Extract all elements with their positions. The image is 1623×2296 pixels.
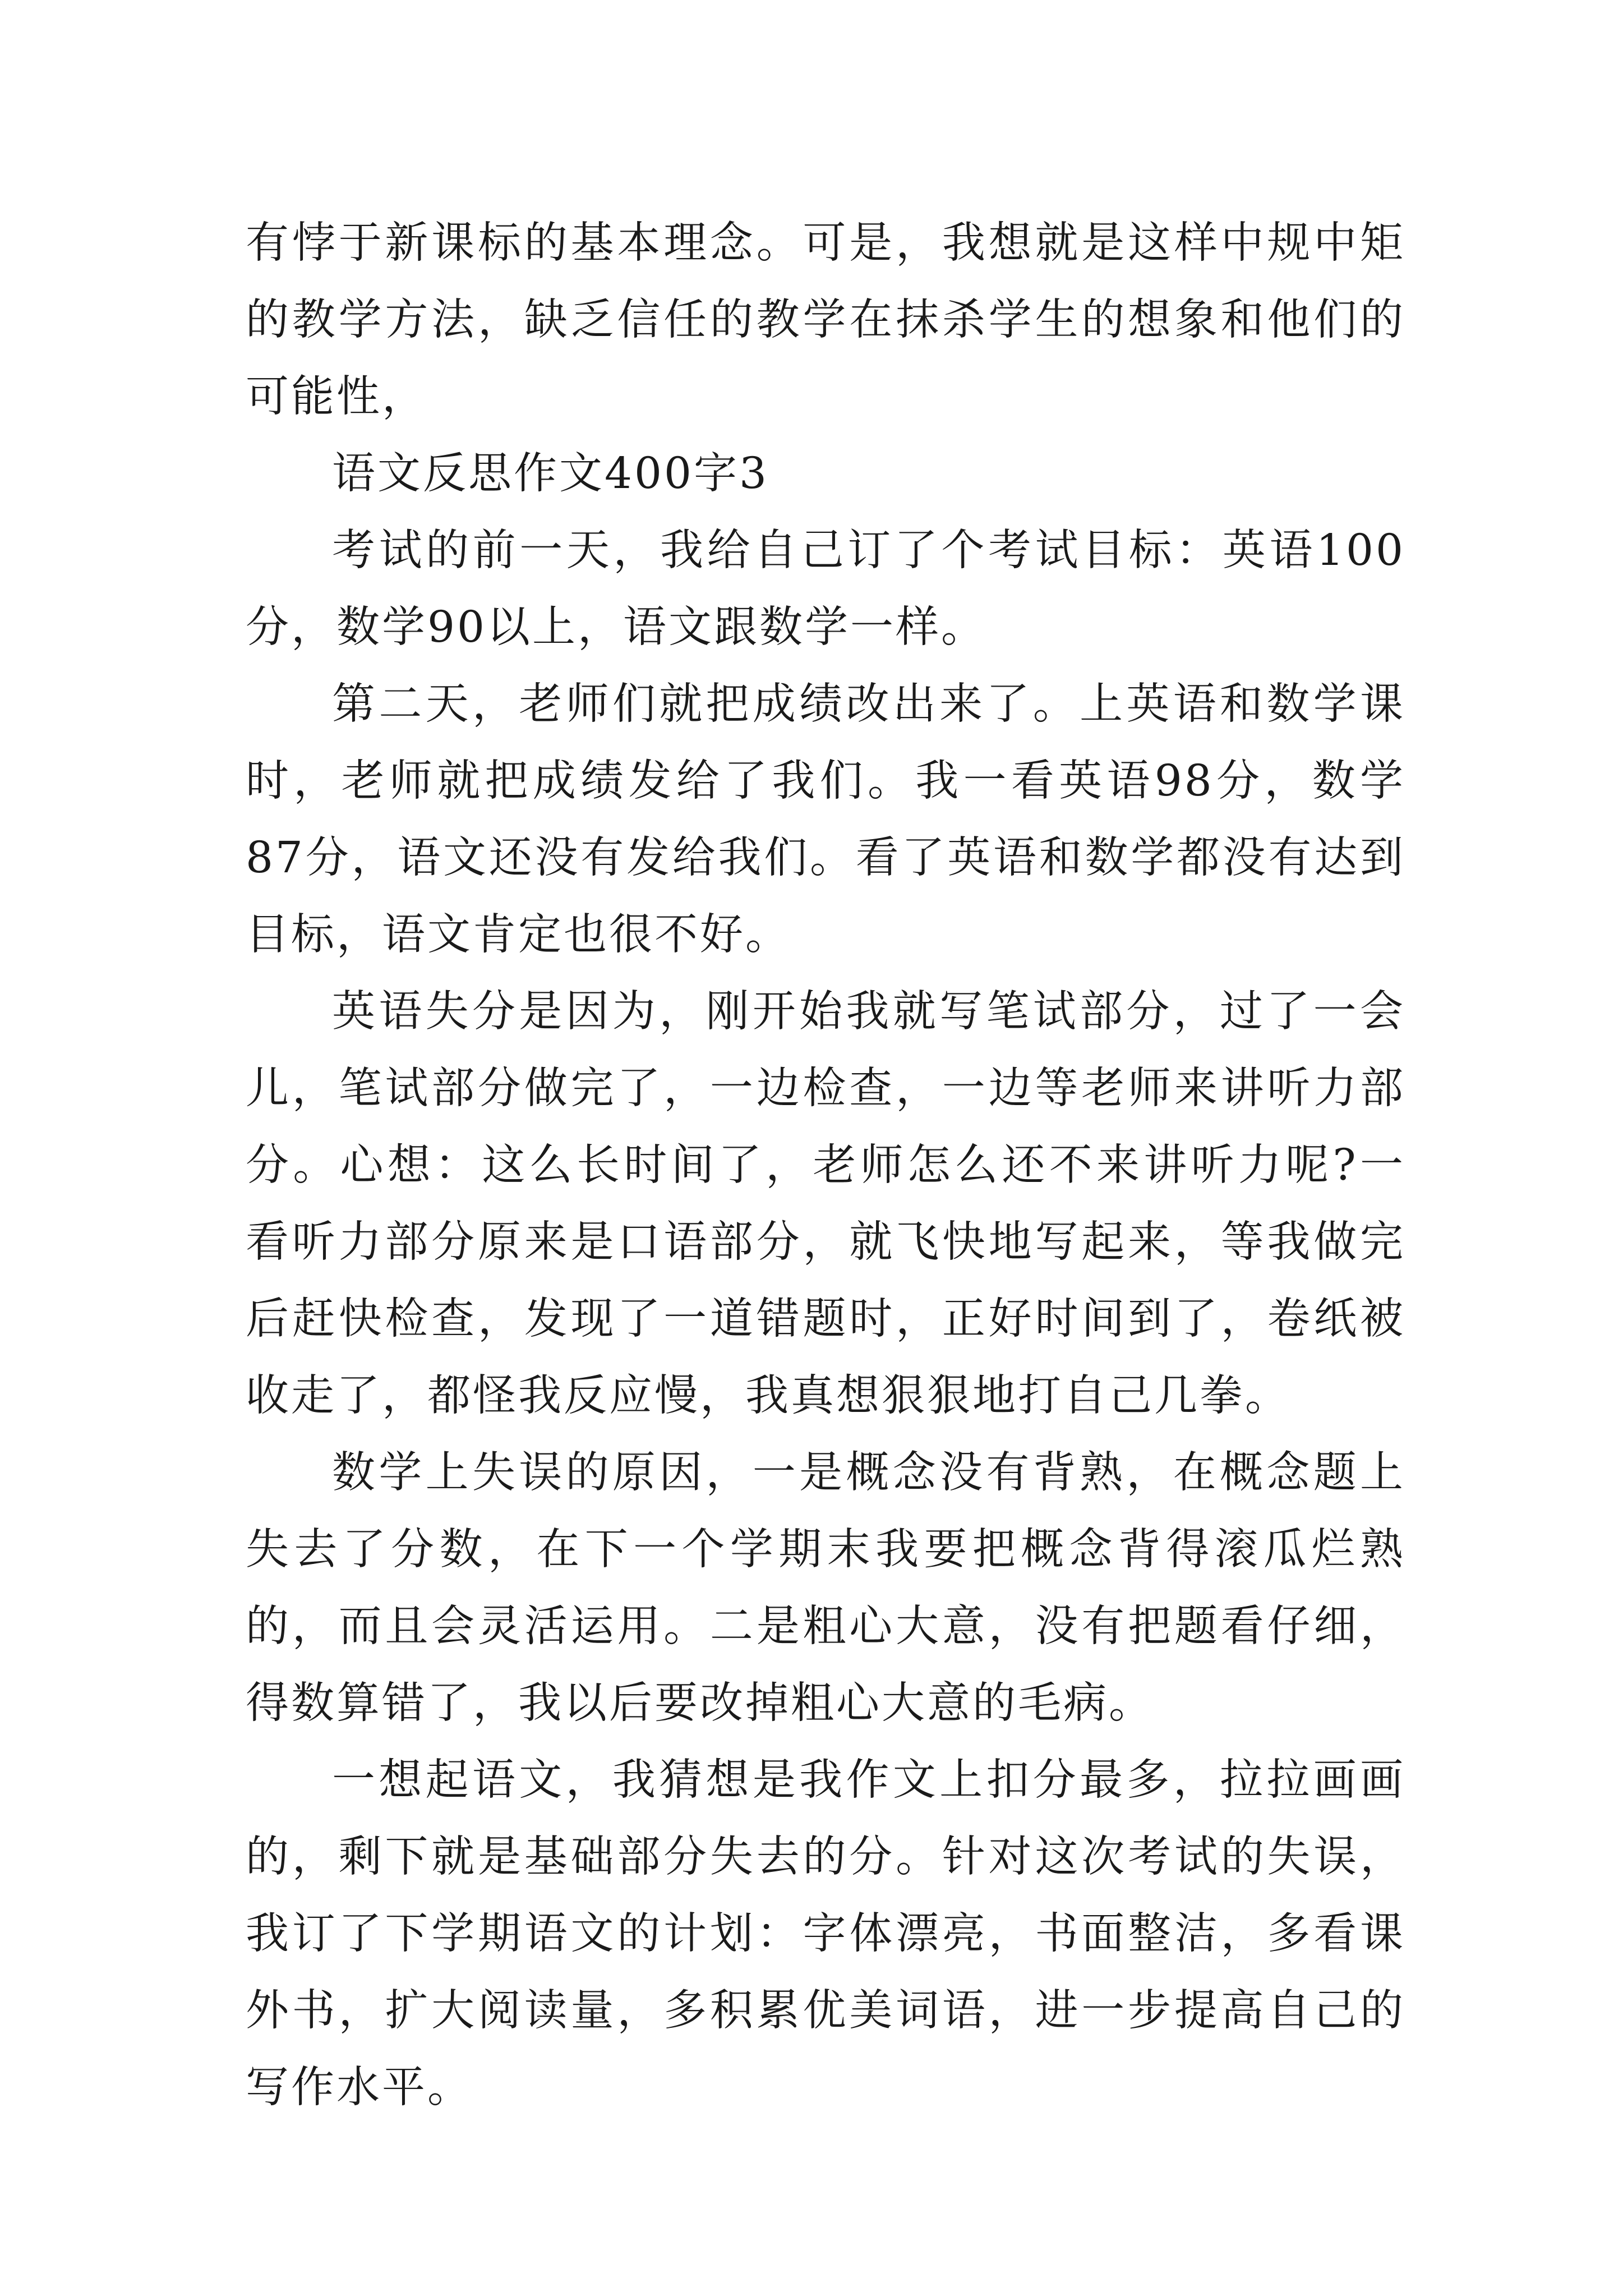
paragraph: 数学上失误的原因，一是概念没有背熟，在概念题上失去了分数，在下一个学期末我要把概念背得滚瓜烂熟的，而且会灵活运用。二是粗心大意，没有把题看仔细，得数算错了，我以后要改掉粗心大意的毛病。: [246, 1448, 1405, 1728]
paragraph: 第二天，老师们就把成绩改出来了。上英语和数学课时，老师就把成绩发给了我们。我一看英语98分，数学87分，语文还没有发给我们。看了英语和数学都没有达到目标，语文肯定也很不好。: [246, 679, 1405, 960]
paragraph: 一想起语文，我猜想是我作文上扣分最多，拉拉画画的，剩下就是基础部分失去的分。针对这次考试的失误，我订了下学期语文的计划：字体漂亮，书面整洁，多看课外书，扩大阅读量，多积累优美词语，进一步提高自己的写作水平。: [246, 1755, 1405, 2113]
section-heading: 语文反思作文400字3: [332, 449, 769, 499]
paragraph: 考试的前一天，我给自己订了个考试目标：英语100分，数学90以上，语文跟数学一样。: [246, 526, 1405, 652]
paragraph: 英语失分是因为，刚开始我就写笔试部分，过了一会儿，笔试部分做完了，一边检查，一边等老师来讲听力部分。心想：这么长时间了，老师怎么还不来讲听力呢?一看听力部分原来是口语部分，就飞快地写起来，等我做完后赶快检查，发现了一道错题时，正好时间到了，卷纸被收走了，都怪我反应慢，我真想狠狠地打自己几拳。: [246, 987, 1405, 1421]
paragraph-continuation: 有悖于新课标的基本理念。可是，我想就是这样中规中矩的教学方法，缺乏信任的教学在抹杀学生的想象和他们的可能性，: [246, 218, 1405, 422]
document-body: [246, 205, 1405, 2126]
